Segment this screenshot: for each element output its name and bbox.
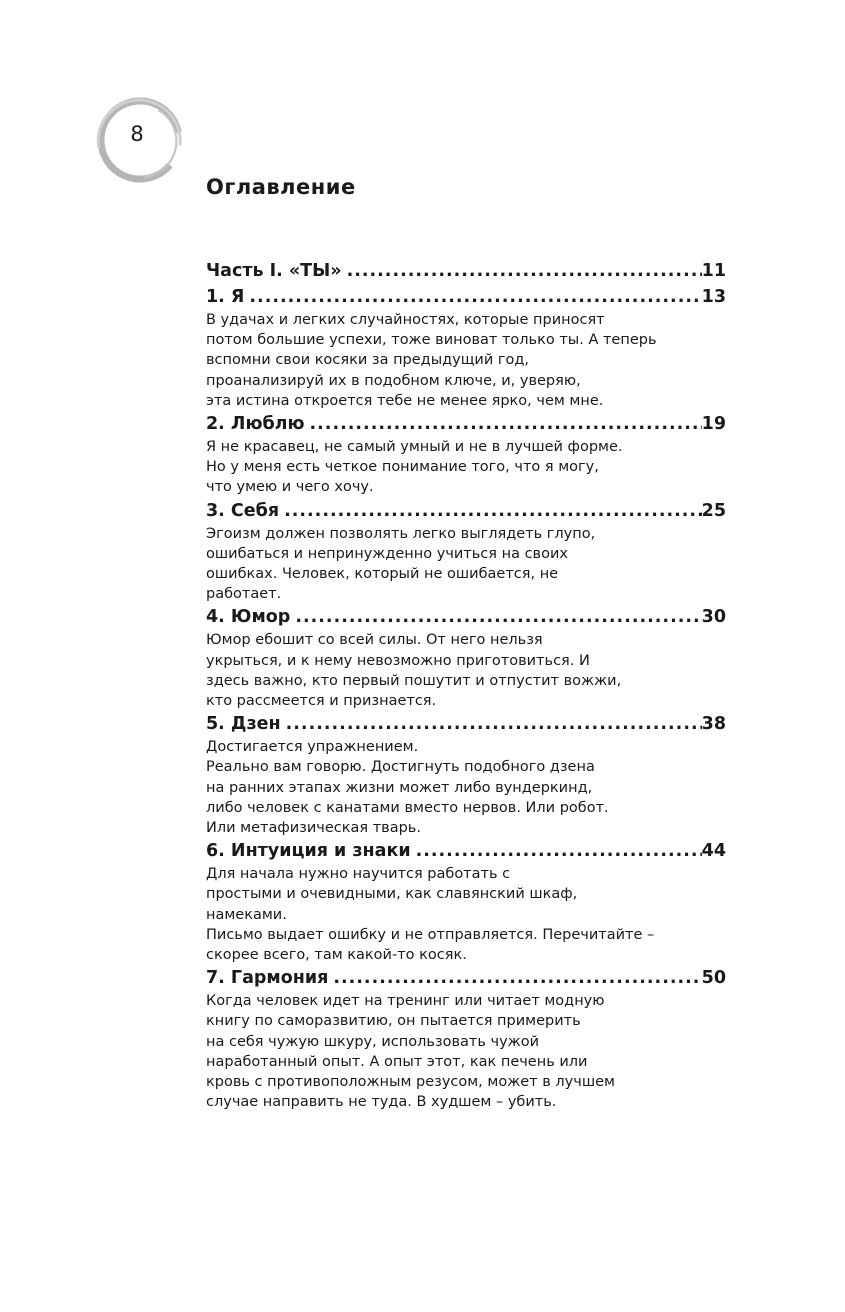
dot-leader (295, 604, 701, 630)
table-of-contents (206, 258, 726, 1113)
description-line: либо человек с канатами вместо нервов. Или робот. (206, 799, 609, 816)
description-line: на ранних этапах жизни может либо вундеркинд, (206, 779, 593, 796)
toc-entry-page: 25 (701, 500, 726, 521)
description-line: Юмор ебошит со всей силы. От него нельзя (206, 632, 543, 649)
toc-entry (206, 838, 726, 965)
description-line: Или метафизическая тварь. (206, 820, 421, 837)
toc-entry-title: 4. Юмор (206, 607, 291, 628)
dot-leader (333, 965, 701, 991)
toc-entry-description (206, 524, 726, 605)
description-line: Эгоизм должен позволять легко выглядеть глупо, (206, 525, 596, 542)
description-line: вспомни свои косяки за предыдущий год, (206, 352, 529, 369)
description-line: Для начала нужно научится работать с (206, 866, 511, 883)
toc-entry-description (206, 737, 726, 838)
description-line: Когда человек идет на тренинг или читает модную (206, 993, 605, 1010)
toc-entry (206, 498, 726, 605)
toc-entry-heading[interactable] (206, 284, 726, 310)
toc-entry-title: 7. Гармония (206, 968, 329, 989)
toc-entry-heading[interactable] (206, 711, 726, 737)
description-line: проанализируй их в подобном ключе, и, уверяю, (206, 372, 581, 389)
description-line: что умею и чего хочу. (206, 479, 374, 496)
toc-entry-title: 6. Интуиция и знаки (206, 841, 411, 862)
toc-entry-title: 3. Себя (206, 500, 280, 521)
dot-leader (286, 711, 702, 737)
toc-entry-page: 44 (701, 841, 726, 862)
toc-entry-heading[interactable] (206, 965, 726, 991)
toc-entry-title: 5. Дзен (206, 714, 281, 735)
description-line: Но у меня есть четкое понимание того, что я могу, (206, 459, 599, 476)
dot-leader (249, 284, 701, 310)
dot-leader (416, 838, 702, 864)
toc-entry-heading[interactable] (206, 838, 726, 864)
toc-entry-heading[interactable] (206, 604, 726, 630)
toc-entry-heading[interactable] (206, 498, 726, 524)
dot-leader (347, 258, 702, 284)
toc-entry-description (206, 310, 726, 411)
description-line: работает. (206, 586, 282, 603)
toc-entry-title: 1. Я (206, 287, 245, 307)
description-line: здесь важно, кто первый пошутит и отпустит вожжи, (206, 672, 622, 689)
toc-entry-description (206, 437, 726, 498)
description-line: намеками. (206, 906, 287, 923)
description-line: кто рассмеется и признается. (206, 693, 437, 710)
description-line: скорее всего, там какой-то косяк. (206, 947, 467, 964)
description-line: случае направить не туда. В худшем – убить. (206, 1094, 557, 1111)
description-line: В удачах и легких случайностях, которые приносят (206, 312, 605, 328)
page-number-badge (92, 92, 188, 188)
page-number: 8 (130, 122, 144, 146)
description-line: потом большие успехи, тоже виноват только ты. А теперь (206, 332, 657, 349)
description-line: Письмо выдает ошибку и не отправляется. Перечитайте – (206, 926, 655, 943)
dot-leader (284, 498, 702, 524)
toc-entry-page: 19 (701, 414, 726, 435)
description-line: Я не красавец, не самый умный и не в лучшей форме. (206, 439, 623, 456)
description-line: эта истина откроется тебе не менее ярко, чем мне. (206, 392, 604, 409)
description-line: книгу по саморазвитию, он пытается примерить (206, 1013, 581, 1030)
page-title: Оглавление (206, 175, 356, 199)
toc-entry-page: 11 (701, 261, 726, 281)
description-line: Достигается упражнением. (206, 739, 419, 756)
toc-entry (206, 604, 726, 711)
description-line: укрыться, и к нему невозможно приготовиться. И (206, 652, 590, 669)
toc-entry-heading[interactable] (206, 258, 726, 284)
toc-entry-page: 38 (701, 714, 726, 735)
toc-entry-description (206, 630, 726, 711)
toc-entry-page: 50 (701, 968, 726, 989)
toc-entry-page: 13 (701, 287, 726, 307)
description-line: ошибках. Человек, который не ошибается, не (206, 566, 559, 583)
toc-entry (206, 965, 726, 1112)
toc-entry-description (206, 864, 726, 965)
description-line: ошибаться и непринужденно учиться на своих (206, 545, 568, 562)
description-line: Реально вам говорю. Достигнуть подобного дзена (206, 759, 595, 776)
toc-entry (206, 258, 726, 284)
toc-entry-heading[interactable] (206, 411, 726, 437)
dot-leader (310, 411, 702, 437)
toc-entry-page: 30 (701, 607, 726, 628)
description-line: на себя чужую шкуру, использовать чужой (206, 1033, 540, 1050)
toc-entry (206, 711, 726, 838)
toc-entry-title: 2. Люблю (206, 414, 305, 435)
toc-entry-title: Часть I. «ТЫ» (206, 261, 342, 281)
toc-entry (206, 411, 726, 498)
toc-entry-description (206, 991, 726, 1112)
toc-entry (206, 284, 726, 411)
description-line: кровь с противоположным резусом, может в лучшем (206, 1074, 615, 1091)
description-line: простыми и очевидными, как славянский шкаф, (206, 886, 578, 903)
description-line: наработанный опыт. А опыт этот, как печень или (206, 1053, 588, 1070)
